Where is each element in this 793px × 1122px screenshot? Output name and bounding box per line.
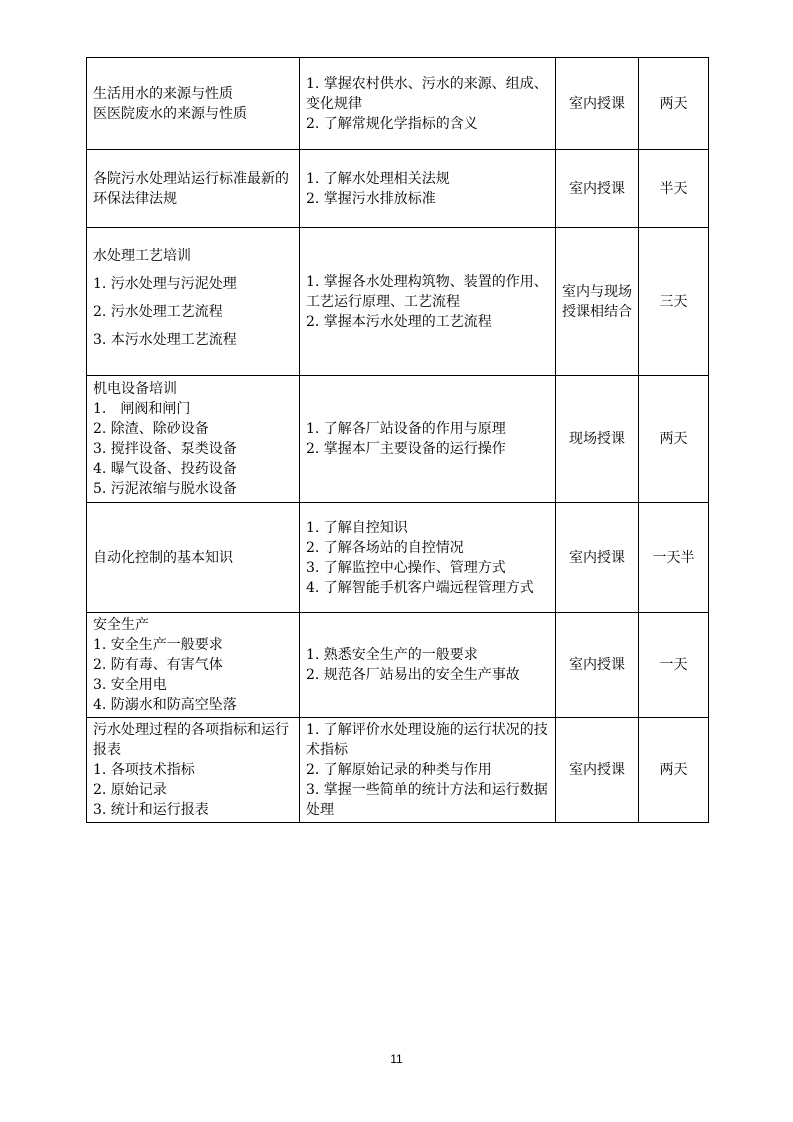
- goal-cell: [300, 376, 556, 503]
- goal-line: 2. 了解原始记录的种类与作用: [306, 762, 492, 778]
- duration-cell: 三天: [639, 228, 709, 376]
- mode-cell: 室内授课: [556, 718, 639, 823]
- topic-line: 2. 防有毒、有害气体: [93, 657, 223, 673]
- goal-line: 2. 掌握本厂主要设备的运行操作: [306, 441, 506, 457]
- mode-cell: 室内授课: [556, 503, 639, 613]
- goal-cell: [300, 228, 556, 376]
- goal-line: 1. 掌握各水处理构筑物、装置的作用、工艺运行原理、工艺流程: [306, 273, 548, 310]
- goal-cell: [300, 150, 556, 228]
- goal-line: 2. 掌握本污水处理的工艺流程: [306, 313, 492, 330]
- topic-line: 2. 原始记录: [93, 782, 167, 798]
- goal-line: 2. 了解常规化学指标的含义: [306, 115, 478, 132]
- goal-line: 1. 熟悉安全生产的一般要求: [306, 647, 478, 663]
- goal-line: 3. 了解监控中心操作、管理方式: [306, 559, 506, 576]
- topic-line: 4. 曝气设备、投药设备: [93, 461, 237, 477]
- topic-line: 1. 闸阀和闸门: [93, 401, 191, 417]
- topic-cell: [87, 503, 300, 613]
- table-row: [87, 376, 709, 503]
- goal-line: 1. 了解评价水处理设施的运行状况的技术指标: [306, 722, 548, 758]
- topic-line: 4. 防溺水和防高空坠落: [93, 697, 237, 713]
- topic-cell: [87, 58, 300, 150]
- topic-cell: [87, 613, 300, 718]
- table-row: [87, 503, 709, 613]
- goal-line: 1. 了解各厂站设备的作用与原理: [306, 421, 506, 437]
- topic-cell: [87, 150, 300, 228]
- topic-line: 2. 污水处理工艺流程: [93, 303, 223, 320]
- topic-line: 1. 污水处理与污泥处理: [93, 275, 237, 292]
- duration-cell: 两天: [639, 58, 709, 150]
- goal-line: 4. 了解智能手机客户端远程管理方式: [306, 579, 534, 596]
- mode-cell: 室内与现场授课相结合: [556, 228, 639, 376]
- goal-cell: [300, 58, 556, 150]
- goal-cell: [300, 503, 556, 613]
- topic-line: 水处理工艺培训: [93, 247, 191, 264]
- topic-line: 医医院废水的来源与性质: [93, 105, 247, 122]
- topic-line: 机电设备培训: [93, 381, 177, 397]
- topic-line: 3. 搅拌设备、泵类设备: [93, 441, 237, 457]
- table-row: [87, 613, 709, 718]
- topic-line: 1. 安全生产一般要求: [93, 637, 223, 653]
- goal-cell: [300, 718, 556, 823]
- mode-cell: 室内授课: [556, 150, 639, 228]
- table-row: [87, 228, 709, 376]
- topic-line: 2. 除渣、除砂设备: [93, 421, 209, 437]
- curriculum-table: [86, 57, 709, 823]
- topic-line: 1. 各项技术指标: [93, 762, 195, 778]
- table-row: [87, 58, 709, 150]
- goal-line: 1. 了解自控知识: [306, 519, 408, 536]
- table-row: [87, 150, 709, 228]
- mode-cell: 现场授课: [556, 376, 639, 503]
- topic-line: 自动化控制的基本知识: [93, 549, 233, 566]
- mode-cell: 室内授课: [556, 58, 639, 150]
- duration-cell: 一天: [639, 613, 709, 718]
- table-row: [87, 718, 709, 823]
- goal-line: 2. 了解各场站的自控情况: [306, 539, 464, 556]
- topic-line: 5. 污泥浓缩与脱水设备: [93, 481, 237, 497]
- goal-line: 3. 掌握一些简单的统计方法和运行数据处理: [306, 782, 548, 818]
- goal-cell: [300, 613, 556, 718]
- topic-cell: [87, 718, 300, 823]
- goal-line: 2. 规范各厂站易出的安全生产事故: [306, 667, 520, 683]
- topic-line: 生活用水的来源与性质: [93, 85, 233, 102]
- topic-cell: [87, 228, 300, 376]
- mode-cell: 室内授课: [556, 613, 639, 718]
- duration-cell: 一天半: [639, 503, 709, 613]
- topic-line: 3. 统计和运行报表: [93, 802, 209, 818]
- topic-line: 安全生产: [93, 617, 149, 633]
- goal-line: 1. 了解水处理相关法规: [306, 170, 450, 187]
- topic-line: 各院污水处理站运行标准最新的环保法律法规: [93, 170, 289, 207]
- goal-line: 2. 掌握污水排放标准: [306, 190, 436, 207]
- goal-line: 1. 掌握农村供水、污水的来源、组成、变化规律: [306, 75, 548, 112]
- duration-cell: 两天: [639, 376, 709, 503]
- topic-cell: [87, 376, 300, 503]
- duration-cell: 两天: [639, 718, 709, 823]
- topic-line: 3. 本污水处理工艺流程: [93, 331, 237, 348]
- topic-line: 3. 安全用电: [93, 677, 167, 693]
- topic-line: 污水处理过程的各项指标和运行报表: [93, 722, 289, 758]
- page-number: 11: [390, 1052, 403, 1066]
- duration-cell: 半天: [639, 150, 709, 228]
